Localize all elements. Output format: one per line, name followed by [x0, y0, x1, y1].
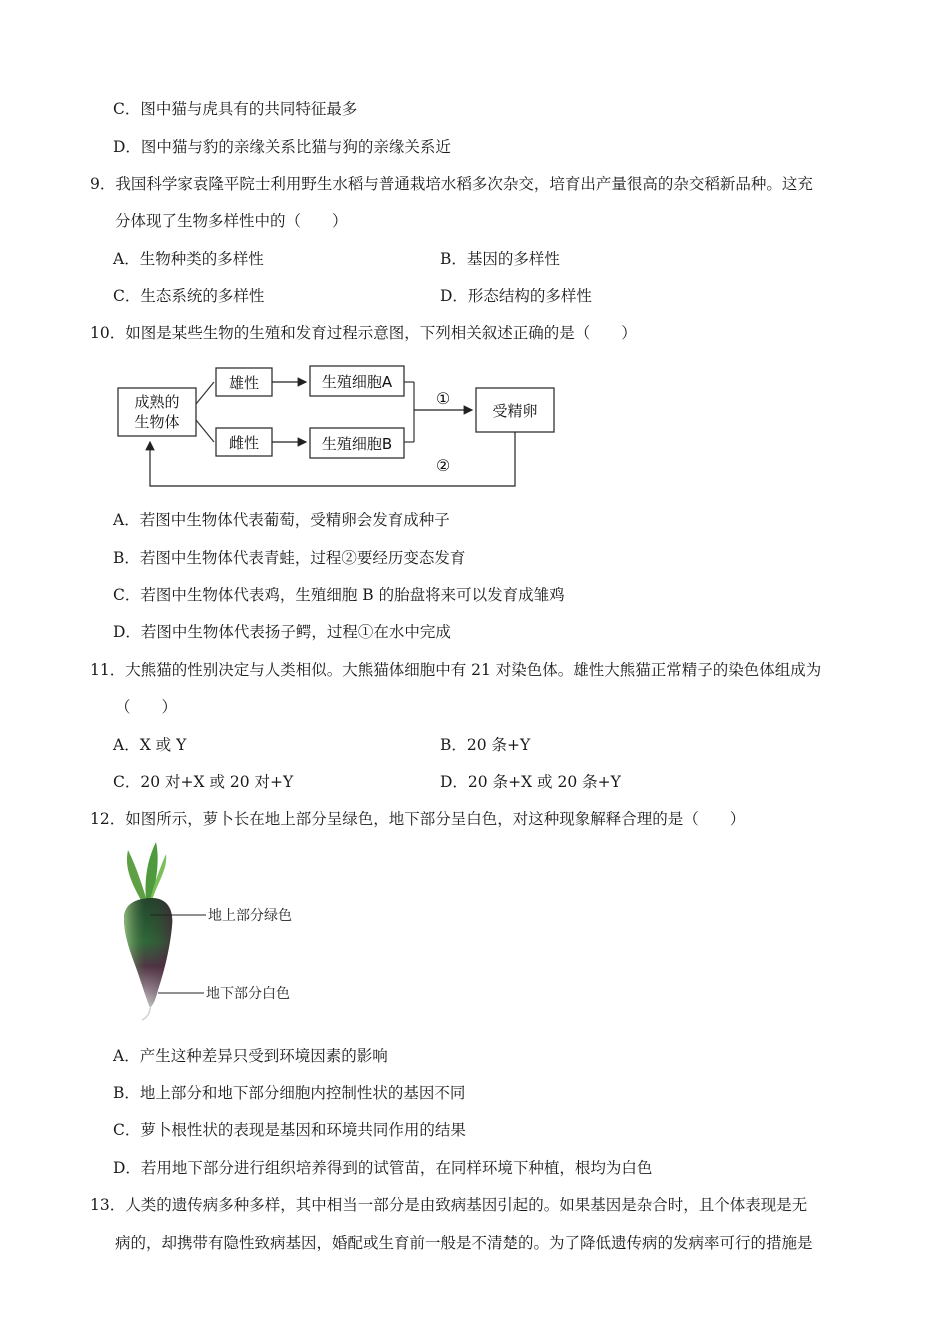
q12-option-c: C．萝卜根性状的表现是基因和环境共同作用的结果	[113, 1121, 466, 1139]
q10-option-a: A．若图中生物体代表葡萄，受精卵会发育成种子	[113, 511, 450, 529]
q9-option-a: A．生物种类的多样性	[113, 250, 264, 268]
q11-stem-line2: （ ）	[115, 698, 178, 716]
step-1-label: ①	[435, 389, 451, 408]
q9-option-d: D．形态结构的多样性	[440, 287, 592, 305]
q10-option-d: D．若图中生物体代表扬子鳄，过程①在水中完成	[113, 623, 451, 641]
leaf-left	[127, 850, 146, 902]
organism-label-1: 成熟的	[134, 393, 180, 411]
q12-option-d: D．若用地下部分进行组织培养得到的试管苗，在同样环境下种植，根均为白色	[113, 1159, 653, 1177]
q11-option-a: A．X 或 Y	[113, 736, 187, 754]
q10-option-b: B．若图中生物体代表青蛙，过程②要经历变态发育	[113, 549, 466, 567]
step-2-label: ②	[435, 456, 451, 475]
organism-label-2: 生物体	[134, 413, 180, 431]
radish-tail	[142, 1008, 150, 1020]
q11-option-c: C．20 对+X 或 20 对+Y	[113, 773, 294, 791]
q9-option-c: C．生态系统的多样性	[113, 287, 265, 305]
q10-option-c: C．若图中生物体代表鸡，生殖细胞 B 的胎盘将来可以发育成雏鸡	[113, 586, 565, 604]
q10-stem: 10．如图是某些生物的生殖和发育过程示意图，下列相关叙述正确的是（ ）	[90, 324, 637, 342]
q11-stem-line1: 11．大熊猫的性别决定与人类相似。大熊猫体细胞中有 21 对染色体。雄性大熊猫正常精子的染色体组成为	[90, 661, 822, 679]
q9-option-b: B．基因的多样性	[440, 250, 560, 268]
branch-line-female	[196, 420, 214, 442]
q9-stem-line1: 9．我国科学家袁隆平院士利用野生水稻与普通栽培水稻多次杂交，培育出产量很高的杂交稻新品种。这充	[90, 175, 813, 193]
cell-a-label: 生殖细胞A	[321, 373, 393, 391]
q12-option-a: A．产生这种差异只受到环境因素的影响	[113, 1047, 388, 1065]
radish-illustration	[110, 838, 330, 1028]
q12-option-b: B．地上部分和地下部分细胞内控制性状的基因不同	[113, 1084, 466, 1102]
q11-option-d: D．20 条+X 或 20 条+Y	[440, 773, 621, 791]
branch-line-male	[196, 382, 214, 404]
female-label: 雌性	[228, 434, 260, 452]
cell-b-label: 生殖细胞B	[321, 435, 393, 453]
zygote-label: 受精卵	[492, 402, 538, 420]
q13-stem-line2: 病的，却携带有隐性致病基因，婚配或生育前一般是不清楚的。为了降低遗传病的发病率可行的措施是	[115, 1234, 813, 1252]
q8-option-c: C．图中猫与虎具有的共同特征最多	[113, 100, 358, 118]
q12-stem: 12．如图所示，萝卜长在地上部分呈绿色，地下部分呈白色，对这种现象解释合理的是（ ）	[90, 810, 746, 828]
q8-option-d: D．图中猫与豹的亲缘关系比猫与狗的亲缘关系近	[113, 138, 451, 156]
q11-option-b: B．20 条+Y	[440, 736, 531, 754]
q13-stem-line1: 13．人类的遗传病多种多样，其中相当一部分是由致病基因引起的。如果基因是杂合时，且个体表现是无	[90, 1196, 808, 1214]
reproduction-diagram	[110, 360, 570, 495]
label-below-ground: 地下部分白色	[206, 986, 290, 1002]
label-above-ground: 地上部分绿色	[208, 908, 292, 924]
q9-stem-line2: 分体现了生物多样性中的（ ）	[115, 212, 348, 230]
leaf-middle	[145, 842, 157, 900]
male-label: 雄性	[228, 374, 260, 392]
